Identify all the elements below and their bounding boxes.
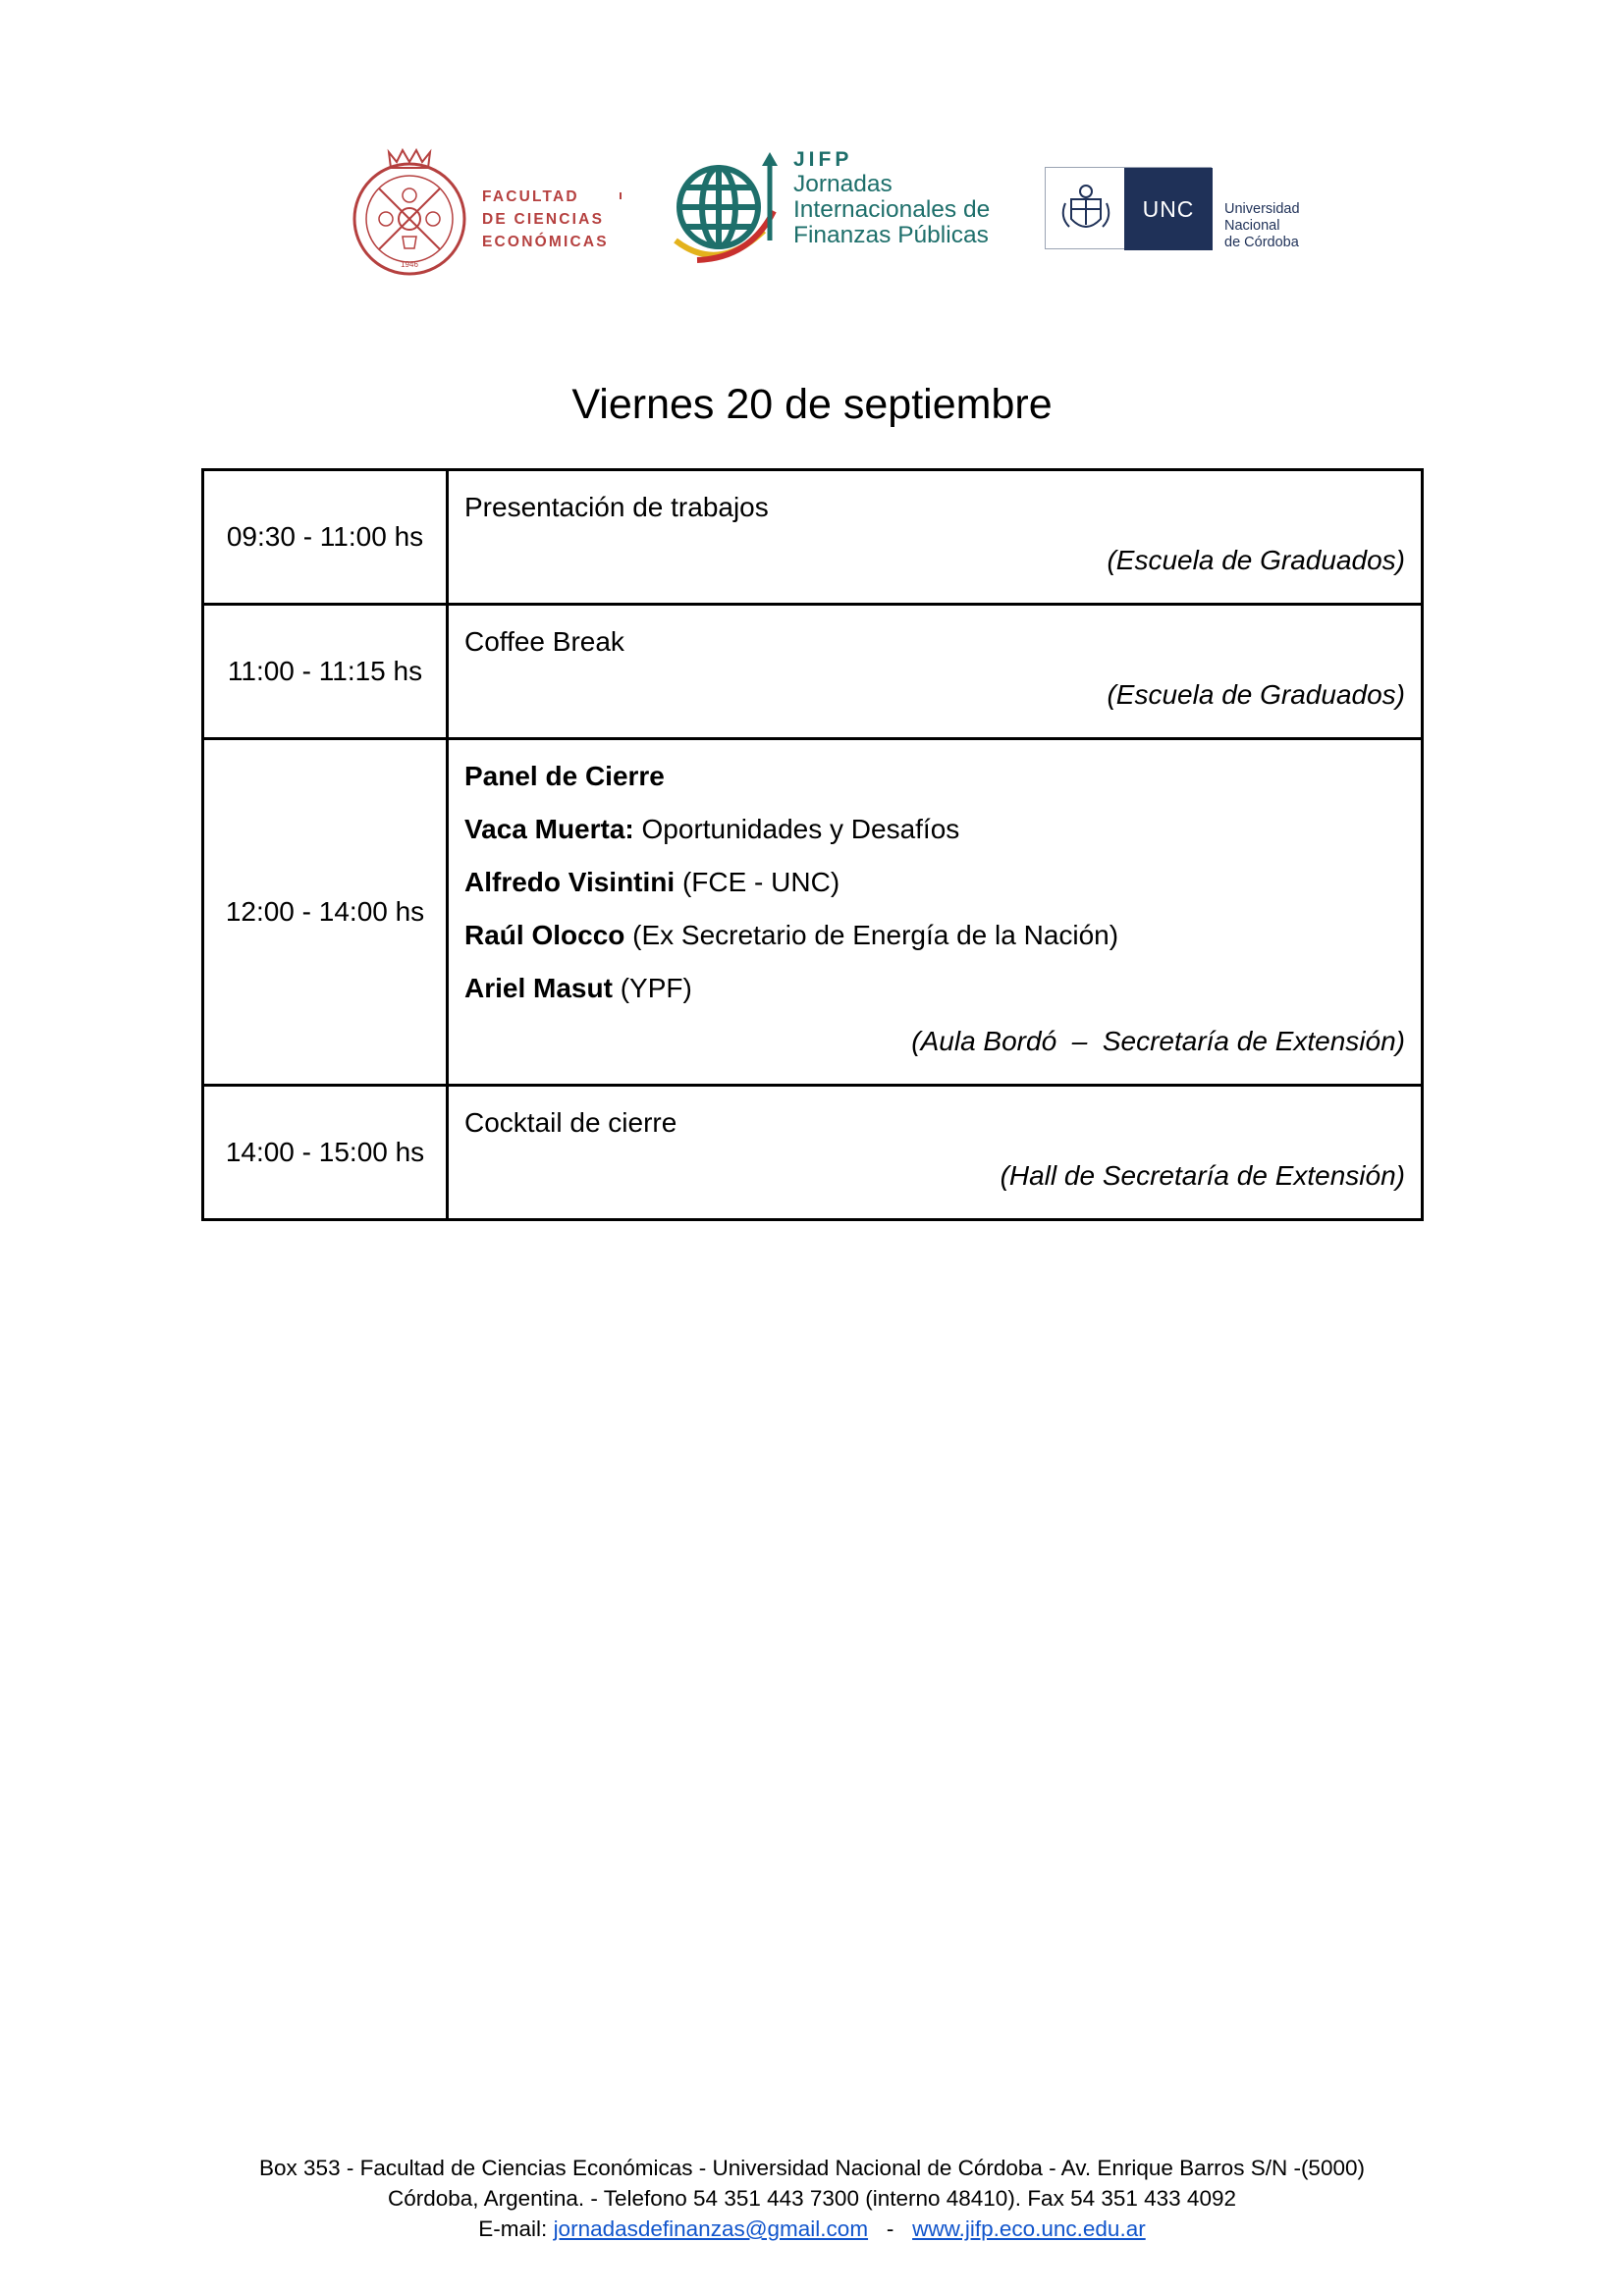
speaker-name: Alfredo Visintini bbox=[464, 867, 676, 897]
activity-venue: (Escuela de Graduados) bbox=[1107, 679, 1405, 710]
fce-logo bbox=[346, 138, 621, 286]
panel-topic-text: Oportunidades y Desafíos bbox=[633, 814, 960, 844]
unc-name bbox=[1224, 201, 1300, 251]
activity-title: Cocktail de cierre bbox=[464, 1107, 677, 1138]
schedule-row bbox=[203, 605, 1423, 739]
fce-seal-icon bbox=[346, 138, 478, 286]
schedule-description bbox=[448, 605, 1423, 739]
activity-venue: (Hall de Secretaría de Extensión) bbox=[1000, 1160, 1405, 1191]
speaker-affiliation: (YPF) bbox=[612, 973, 692, 1003]
unc-logo-box bbox=[1045, 167, 1212, 249]
panel-title-text: Panel de Cierre bbox=[464, 761, 665, 791]
email-label: E-mail: bbox=[478, 2216, 554, 2241]
schedule-description bbox=[448, 739, 1423, 1086]
jifp-name-line-2: Internacionales de bbox=[793, 196, 991, 223]
panel-title bbox=[464, 750, 1405, 803]
footer-contact: Córdoba, Argentina. - Telefono 54 351 443 7300 (interno 48410). Fax 54 351 433 4092 bbox=[388, 2186, 1236, 2211]
panel-topic-label: Vaca Muerta: bbox=[464, 814, 634, 844]
fce-divider-tick bbox=[620, 192, 622, 199]
speaker-name: Ariel Masut bbox=[464, 973, 613, 1003]
footer-separator: - bbox=[868, 2216, 913, 2241]
fce-logo-line-3: ECONÓMICAS bbox=[482, 234, 609, 250]
speaker-affiliation: (FCE - UNC) bbox=[675, 867, 840, 897]
jifp-logo bbox=[668, 150, 1001, 278]
speaker-affiliation: (Ex Secretario de Energía de la Nación) bbox=[624, 920, 1119, 950]
footer bbox=[0, 2153, 1624, 2244]
unc-name-line-2: Nacional bbox=[1224, 218, 1280, 234]
schedule-row bbox=[203, 739, 1423, 1086]
schedule-table bbox=[201, 468, 1424, 1221]
jifp-name-line-1: Jornadas bbox=[793, 171, 893, 197]
jifp-name-line-3: Finanzas Públicas bbox=[793, 222, 989, 248]
schedule-description bbox=[448, 1086, 1423, 1220]
schedule-time: 14:00 - 15:00 hs bbox=[203, 1086, 448, 1220]
fce-logo-line-2: DE CIENCIAS bbox=[482, 211, 605, 228]
schedule-time: 12:00 - 14:00 hs bbox=[203, 739, 448, 1086]
jifp-name bbox=[793, 172, 990, 248]
activity-venue: (Aula Bordó – Secretaría de Extensión) bbox=[911, 1026, 1405, 1056]
speaker-name: Raúl Olocco bbox=[464, 920, 625, 950]
unc-name-line-1: Universidad bbox=[1224, 201, 1300, 217]
activity-title: Presentación de trabajos bbox=[464, 492, 769, 522]
speaker bbox=[464, 962, 1405, 1015]
speaker bbox=[464, 909, 1405, 962]
schedule-time: 11:00 - 11:15 hs bbox=[203, 605, 448, 739]
schedule-time: 09:30 - 11:00 hs bbox=[203, 470, 448, 605]
svg-text:1946: 1946 bbox=[401, 260, 418, 269]
schedule-description bbox=[448, 470, 1423, 605]
page-title: Viernes 20 de septiembre bbox=[571, 381, 1053, 428]
header bbox=[0, 133, 1624, 290]
panel-topic bbox=[464, 803, 1405, 856]
activity-venue: (Escuela de Graduados) bbox=[1107, 545, 1405, 575]
speaker bbox=[464, 856, 1405, 909]
email-link[interactable]: jornadasdefinanzas@gmail.com bbox=[553, 2216, 869, 2241]
unc-logo bbox=[1045, 167, 1320, 255]
unc-abbr: UNC bbox=[1124, 168, 1213, 250]
unc-name-line-3: de Córdoba bbox=[1224, 235, 1299, 250]
jifp-abbr: JIFP bbox=[793, 148, 853, 171]
unc-crest-icon bbox=[1052, 174, 1120, 242]
footer-links bbox=[0, 2214, 1624, 2244]
activity-title: Coffee Break bbox=[464, 626, 624, 657]
fce-logo-text bbox=[482, 186, 609, 253]
schedule-row bbox=[203, 1086, 1423, 1220]
website-link[interactable]: www.jifp.eco.unc.edu.ar bbox=[912, 2216, 1146, 2241]
footer-address: Box 353 - Facultad de Ciencias Económicas - Universidad Nacional de Córdoba - Av. Enrique Barros S/N -(5000) bbox=[259, 2156, 1365, 2180]
globe-icon bbox=[668, 150, 785, 268]
schedule-row bbox=[203, 470, 1423, 605]
fce-logo-line-1: FACULTAD bbox=[482, 188, 579, 205]
